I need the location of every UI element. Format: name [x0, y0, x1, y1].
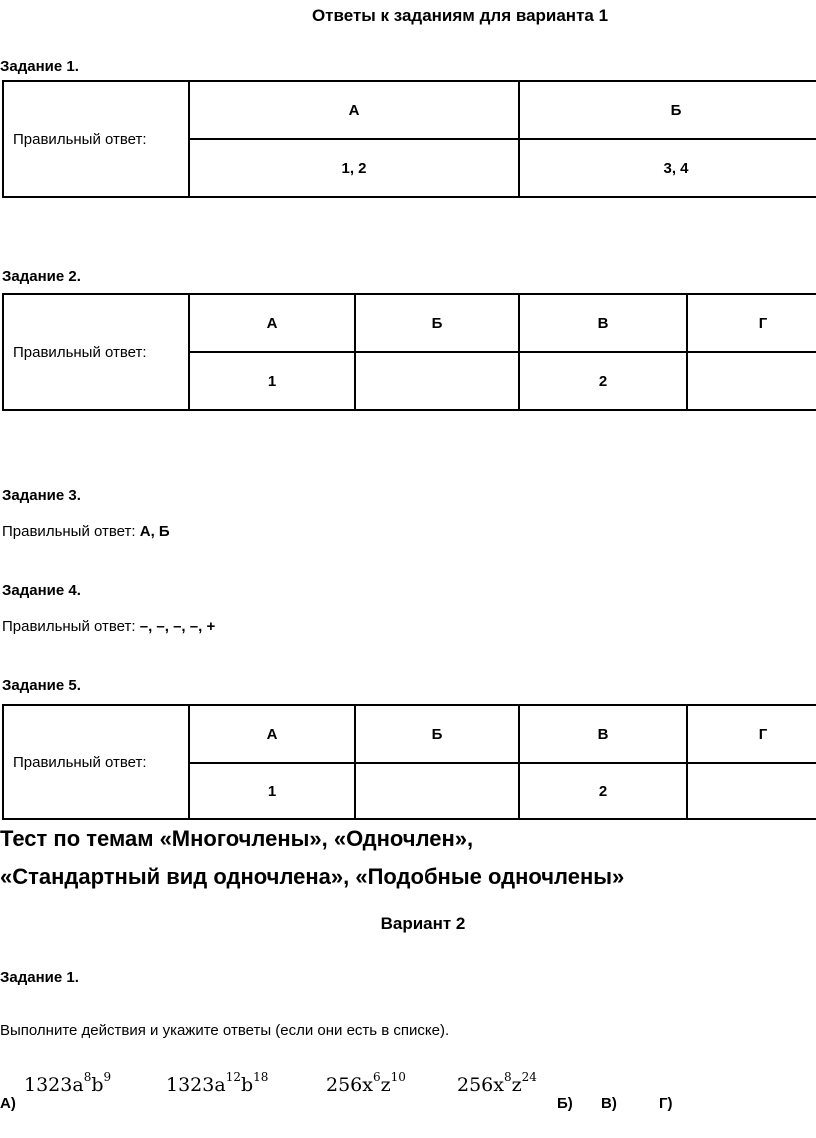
task-3-label: Задание 3. — [2, 487, 81, 504]
task-5-label: Задание 5. — [2, 677, 81, 694]
page-title: Ответы к заданиям для варианта 1 — [311, 6, 609, 25]
task-4-answer — [2, 618, 215, 635]
task-2-answer-table — [2, 293, 816, 411]
column-header-a: А — [189, 81, 519, 139]
answer-row-label: Правильный ответ: — [3, 81, 189, 197]
task-2-label: Задание 2. — [2, 268, 81, 285]
task-1-label: Задание 1. — [0, 58, 79, 75]
answer-row-label: Правильный ответ: — [3, 294, 189, 410]
option-a-label: А) — [0, 1095, 16, 1112]
answer-cell-b: 3, 4 — [519, 139, 816, 197]
answer-value: –, –, –, –, + — [139, 618, 216, 635]
option-b-label: Б) — [557, 1095, 573, 1112]
column-header-b: Б — [355, 705, 519, 763]
answer-cell-b — [355, 763, 519, 819]
answer-prefix: Правильный ответ: — [2, 523, 140, 540]
column-header-v: В — [519, 294, 687, 352]
formula-v: $256x^6z^{10}$ — [326, 1070, 406, 1096]
column-header-b: Б — [355, 294, 519, 352]
column-header-b: Б — [519, 81, 816, 139]
answer-cell-v: 2 — [519, 763, 687, 819]
column-header-v: В — [519, 705, 687, 763]
v2-task-1-instruction: Выполните действия и укажите ответы (если они есть в списке). — [0, 1022, 450, 1039]
task-5-answer-table — [2, 704, 816, 820]
answer-prefix: Правильный ответ: — [2, 618, 140, 635]
formula-b: $1323a^{12}b^{18}$ — [166, 1070, 269, 1096]
column-header-a: А — [189, 294, 355, 352]
column-header-a: А — [189, 705, 355, 763]
answer-cell-a: 1, 2 — [189, 139, 519, 197]
answer-cell-a: 1 — [189, 763, 355, 819]
answer-cell-v: 2 — [519, 352, 687, 410]
answer-value: А, Б — [139, 523, 170, 540]
test-title-line-2: «Стандартный вид одночлена», «Подобные одночлены» — [0, 864, 625, 889]
answer-cell-g — [687, 352, 816, 410]
v2-task-1-label: Задание 1. — [0, 969, 79, 986]
variant-title: Вариант 2 — [380, 914, 466, 933]
column-header-g: Г — [687, 705, 816, 763]
answer-cell-b — [355, 352, 519, 410]
answer-row-label: Правильный ответ: — [3, 705, 189, 819]
option-v-label: В) — [601, 1095, 617, 1112]
formula-g: $256x^8z^{24}$ — [457, 1070, 537, 1096]
formula-a: $1323a^8b^9$ — [24, 1070, 112, 1096]
answer-cell-a: 1 — [189, 352, 355, 410]
task-4-label: Задание 4. — [2, 582, 81, 599]
column-header-g: Г — [687, 294, 816, 352]
option-g-label: Г) — [659, 1095, 673, 1112]
test-title-line-1: Тест по темам «Многочлены», «Одночлен», — [0, 826, 474, 851]
task-1-answer-table — [2, 80, 816, 198]
answer-cell-g — [687, 763, 816, 819]
task-3-answer — [2, 523, 170, 540]
